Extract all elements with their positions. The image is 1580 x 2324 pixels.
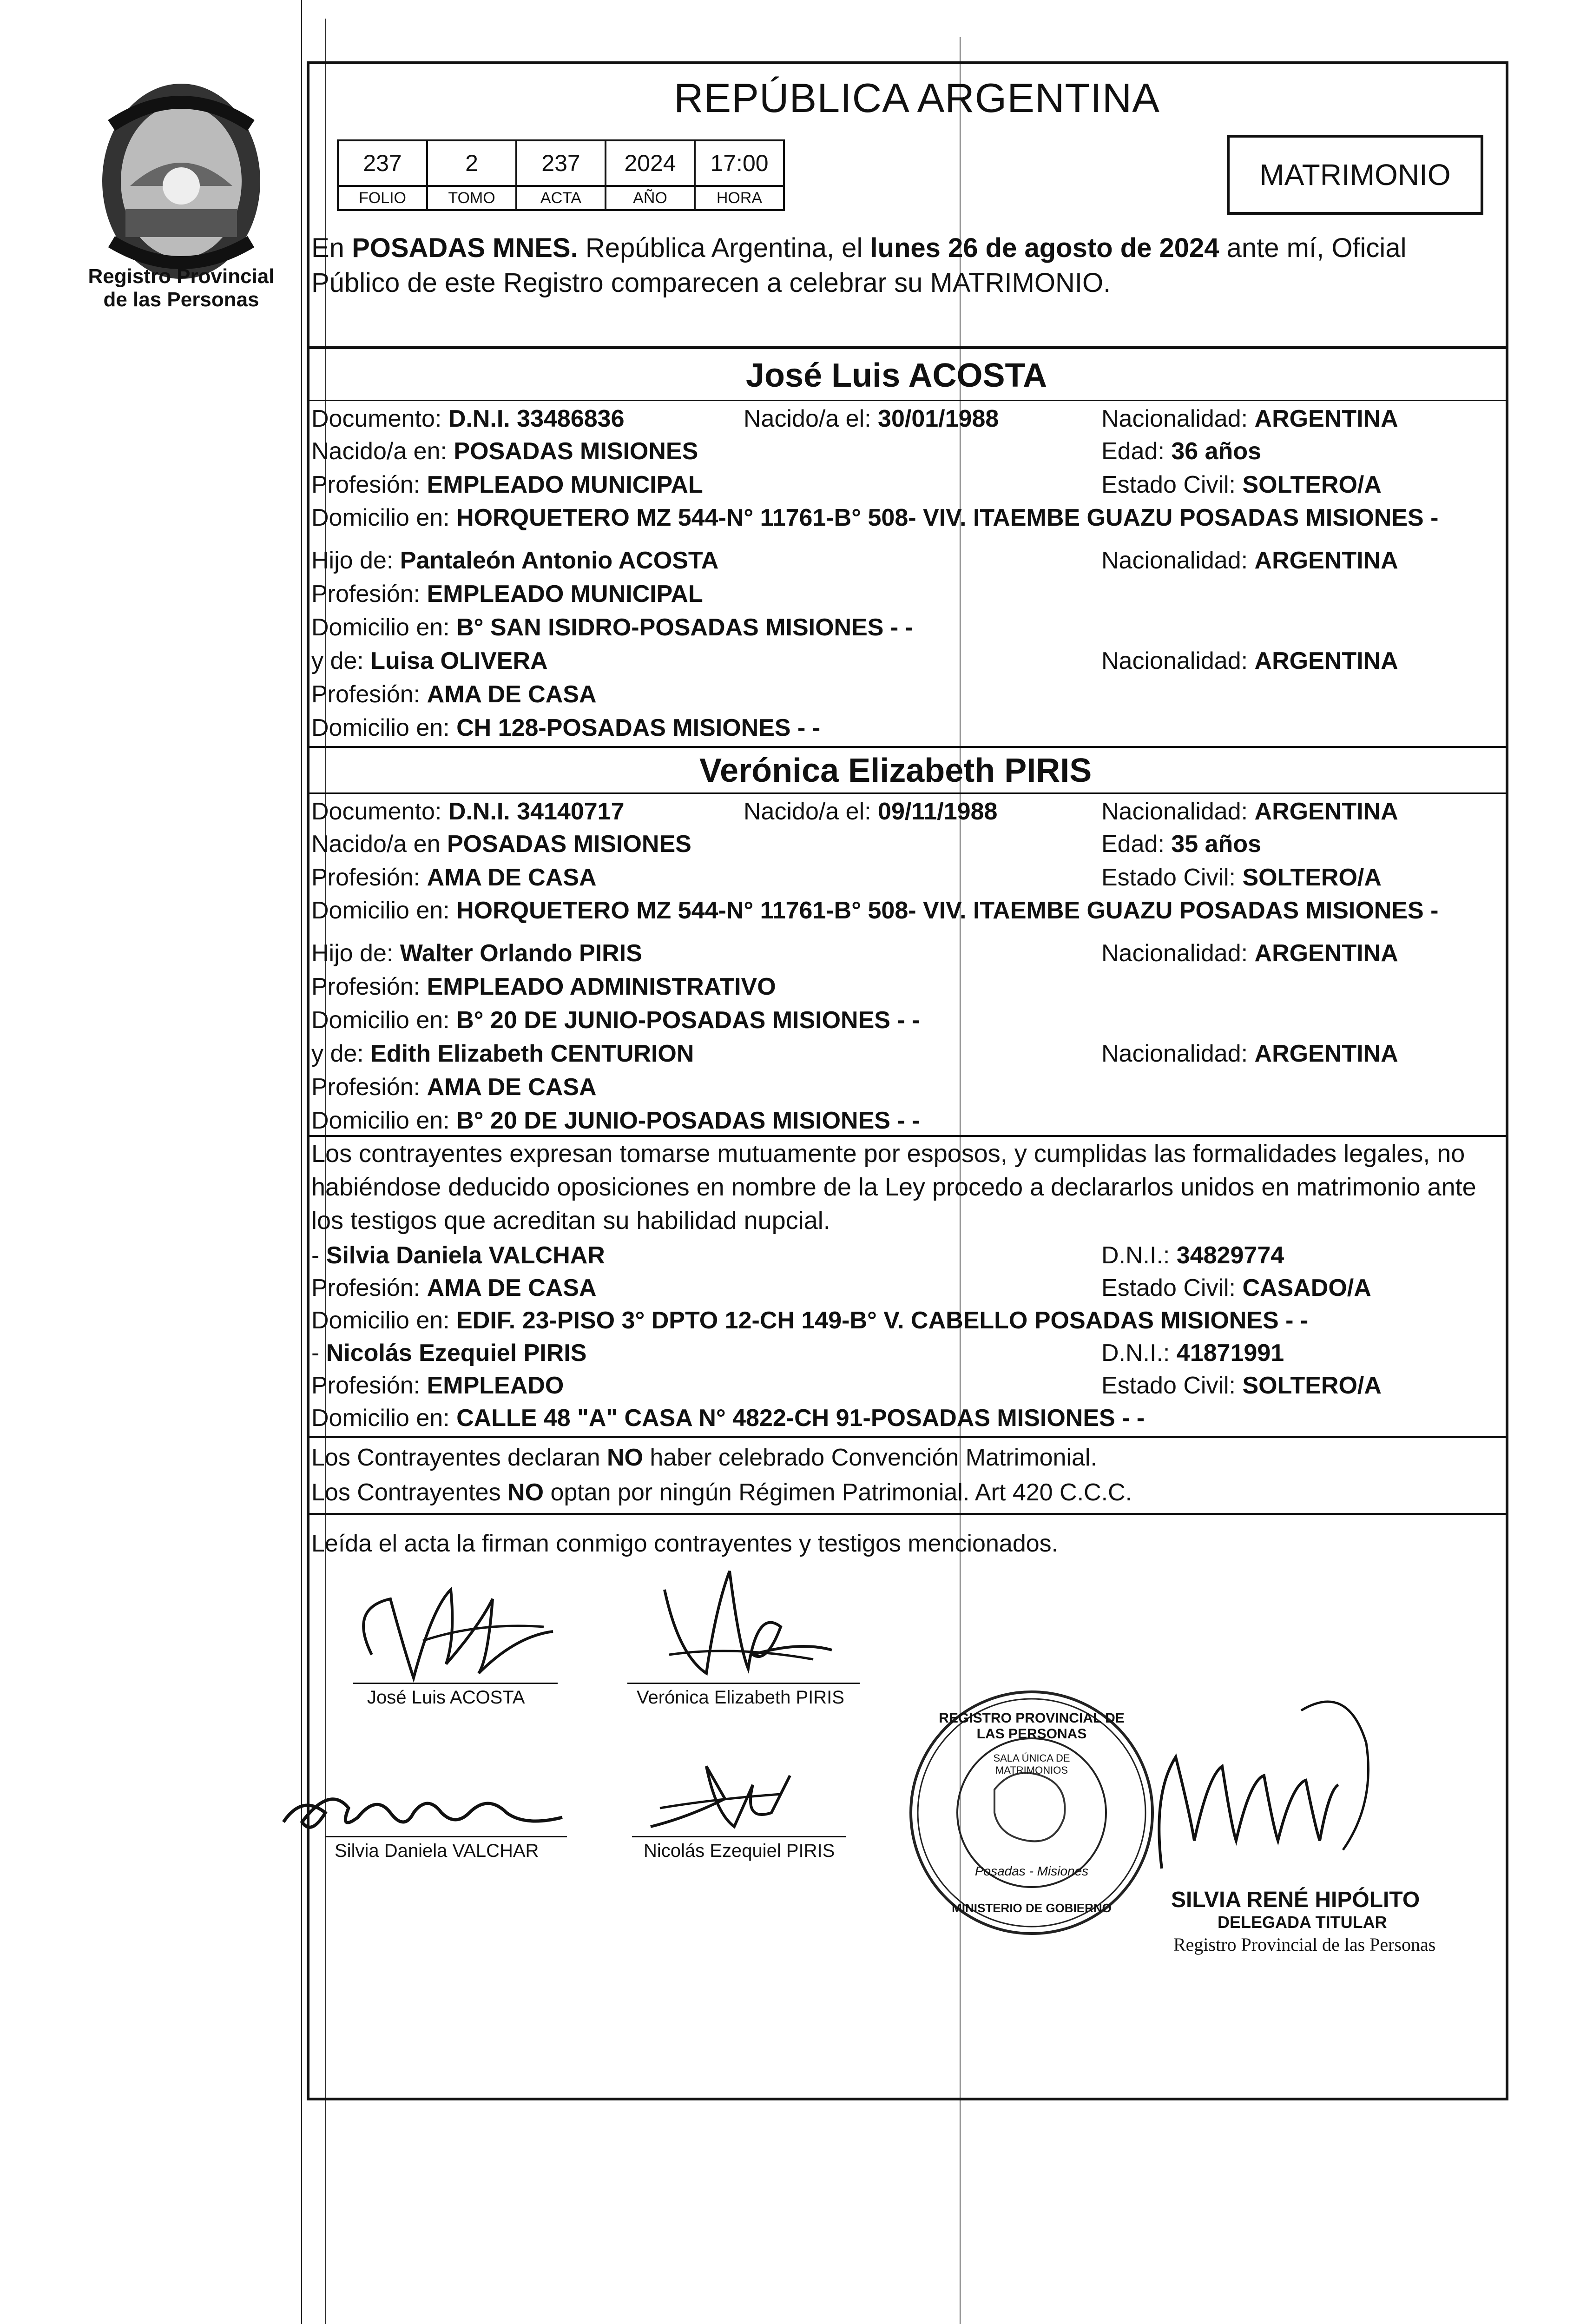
coat-of-arms-icon — [84, 70, 279, 284]
field-value: EMPLEADO MUNICIPAL — [427, 471, 703, 498]
witness2-profession — [311, 1373, 564, 1398]
field-value: Pantaleón Antonio ACOSTA — [400, 547, 719, 574]
field-label: Nacionalidad: — [1101, 1040, 1255, 1067]
margin-line-left — [301, 0, 302, 2324]
spouse2-birthplace — [311, 832, 691, 856]
signature-caption-spouse1: José Luis ACOSTA — [367, 1687, 525, 1708]
spouse2-civil — [1101, 865, 1382, 890]
field-label: Estado Civil: — [1101, 471, 1243, 498]
field-label: Nacido/a el: — [744, 798, 878, 825]
signature-mark — [632, 1757, 809, 1841]
index-value-folio: 237 — [337, 139, 428, 187]
witness2-name — [311, 1341, 586, 1365]
regime-no: NO — [606, 1444, 643, 1471]
field-value: AMA DE CASA — [427, 681, 597, 708]
spouse2-father — [311, 941, 642, 965]
spouse2-father-address — [311, 1008, 920, 1032]
field-label: Nacionalidad: — [1101, 940, 1255, 967]
country-title: REPÚBLICA ARGENTINA — [674, 75, 1160, 121]
field-value: Luisa OLIVERA — [370, 647, 548, 674]
field-label: Nacido/a el: — [744, 405, 878, 432]
declaration-line-2: habiéndose deducido oposiciones en nombre de la Ley procedo a declararlos unidos en matrimonio ante — [311, 1173, 1476, 1201]
field-value: AMA DE CASA — [427, 1274, 597, 1301]
record-type-box — [1227, 135, 1483, 215]
section-divider — [307, 746, 1506, 748]
field-label: Nacionalidad: — [1101, 798, 1255, 825]
index-label-acta: ACTA — [515, 185, 606, 211]
spouse2-mother-profession — [311, 1075, 597, 1099]
intro-city: POSADAS MNES. — [352, 233, 578, 263]
signature-line — [627, 1683, 860, 1684]
regime-line-1 — [311, 1446, 1097, 1470]
spouse2-name: Verónica Elizabeth PIRIS — [699, 752, 1092, 789]
field-value: EMPLEADO ADMINISTRATIVO — [427, 973, 776, 1000]
spouse2-nationality — [1101, 799, 1398, 824]
field-value: CALLE 48 "A" CASA N° 4822-CH 91-POSADAS MISIONES - - — [456, 1405, 1145, 1432]
spouse1-mother-profession — [311, 682, 597, 706]
spouse2-mother — [311, 1042, 694, 1066]
field-value: ARGENTINA — [1254, 405, 1398, 432]
field-value: B° 20 DE JUNIO-POSADAS MISIONES - - — [456, 1007, 920, 1034]
spouse1-mother-nationality — [1101, 649, 1398, 673]
signature-line — [632, 1836, 846, 1837]
intro-text: República Argentina, el — [578, 233, 870, 263]
spouse1-civil — [1101, 473, 1382, 497]
field-label: Hijo de: — [311, 940, 400, 967]
field-value: CASADO/A — [1242, 1274, 1371, 1301]
section-divider — [307, 792, 1506, 794]
field-value: HORQUETERO MZ 544-N° 11761-B° 508- VIV. ITAEMBE GUAZU POSADAS MISIONES - — [456, 897, 1439, 924]
index-value-hora: 17:00 — [694, 139, 785, 187]
field-label: Domicilio en: — [311, 1107, 457, 1134]
spouse1-name: José Luis ACOSTA — [746, 357, 1047, 394]
spouse1-address — [311, 506, 1438, 530]
official-title: DELEGADA TITULAR — [1218, 1913, 1387, 1932]
field-label: Profesión: — [311, 581, 427, 607]
field-value: Edith Elizabeth CENTURION — [370, 1040, 694, 1067]
signature-mark — [613, 1552, 855, 1692]
witness1-profession — [311, 1276, 597, 1300]
field-label: Edad: — [1101, 831, 1172, 858]
field-label: Nacionalidad: — [1101, 405, 1255, 432]
field-label: Profesión: — [311, 973, 427, 1000]
field-label: Edad: — [1101, 438, 1172, 465]
signature-caption-spouse2: Verónica Elizabeth PIRIS — [637, 1687, 844, 1708]
spouse1-father-address — [311, 615, 913, 640]
field-label: Estado Civil: — [1101, 864, 1243, 891]
field-value: ARGENTINA — [1254, 940, 1398, 967]
field-label: Documento: — [311, 798, 448, 825]
regime-text: Los Contrayentes declaran — [311, 1444, 607, 1471]
field-label: Profesión: — [311, 864, 427, 891]
field-value: ARGENTINA — [1254, 1040, 1398, 1067]
field-value: 34829774 — [1176, 1242, 1284, 1269]
field-value: ARGENTINA — [1254, 647, 1398, 674]
seal-outer-text: REGISTRO PROVINCIAL DE LAS PERSONAS — [939, 1710, 1125, 1742]
field-label: Estado Civil: — [1101, 1372, 1243, 1399]
field-value: Walter Orlando PIRIS — [400, 940, 642, 967]
declaration-line-1: Los contrayentes expresan tomarse mutuamente por esposos, y cumplidas las formalidades legales, no — [311, 1140, 1465, 1168]
field-value: EMPLEADO — [427, 1372, 564, 1399]
field-label: - — [311, 1340, 326, 1367]
witness1-address — [311, 1308, 1308, 1333]
signature-line — [325, 1836, 567, 1837]
witness2-dni — [1101, 1341, 1284, 1365]
spouse1-age — [1101, 439, 1261, 463]
spouse2-mother-address — [311, 1109, 920, 1133]
section-divider — [307, 346, 1506, 349]
logo-caption-1: Registro Provincial — [88, 265, 275, 288]
official-seal — [902, 1683, 1162, 1943]
witness1-civil — [1101, 1276, 1371, 1300]
field-label: - — [311, 1242, 326, 1269]
closing-statement: Leída el acta la firman conmigo contrayentes y testigos mencionados. — [311, 1530, 1059, 1557]
spouse1-born — [744, 407, 999, 431]
witness2-address — [311, 1406, 1145, 1430]
field-value: HORQUETERO MZ 544-N° 11761-B° 508- VIV. ITAEMBE GUAZU POSADAS MISIONES - — [456, 504, 1439, 531]
spouse1-father-profession — [311, 582, 703, 606]
field-label: Nacionalidad: — [1101, 647, 1255, 674]
field-value: 09/11/1988 — [878, 798, 998, 825]
field-label: Domicilio en: — [311, 714, 457, 741]
field-value: Silvia Daniela VALCHAR — [326, 1242, 605, 1269]
field-value: POSADAS MISIONES — [447, 831, 691, 858]
field-value: ARGENTINA — [1254, 798, 1398, 825]
section-divider — [307, 1513, 1506, 1515]
index-value-tomo: 2 — [426, 139, 517, 187]
regime-line-2 — [311, 1480, 1132, 1505]
field-value: B° SAN ISIDRO-POSADAS MISIONES - - — [456, 614, 913, 641]
signature-caption-witness2: Nicolás Ezequiel PIRIS — [644, 1841, 835, 1861]
field-value: AMA DE CASA — [427, 1074, 597, 1101]
official-office: Registro Provincial de las Personas — [1173, 1934, 1436, 1955]
field-value: 36 años — [1171, 438, 1261, 465]
logo-caption-2: de las Personas — [103, 288, 259, 311]
field-value: 35 años — [1171, 831, 1261, 858]
spouse1-mother-address — [311, 716, 820, 740]
field-label: Documento: — [311, 405, 448, 432]
field-label: Domicilio en: — [311, 1007, 457, 1034]
spouse2-address — [311, 898, 1438, 923]
field-label: Domicilio en: — [311, 614, 457, 641]
field-value: SOLTERO/A — [1242, 1372, 1382, 1399]
field-value: 30/01/1988 — [878, 405, 999, 432]
field-value: SOLTERO/A — [1242, 864, 1382, 891]
intro-line-1 — [311, 235, 1406, 262]
spouse2-doc — [311, 799, 625, 824]
field-label: Profesión: — [311, 1074, 427, 1101]
index-value-acta: 237 — [515, 139, 606, 187]
signature-mark — [1125, 1673, 1385, 1896]
intro-text: ante mí, Oficial — [1219, 233, 1407, 263]
spouse2-age — [1101, 832, 1261, 856]
field-value: ARGENTINA — [1254, 547, 1398, 574]
field-label: y de: — [311, 647, 371, 674]
regime-text: Los Contrayentes — [311, 1479, 508, 1506]
declaration-line-3: los testigos que acreditan su habilidad nupcial. — [311, 1207, 830, 1235]
field-value: AMA DE CASA — [427, 864, 597, 891]
field-label: Domicilio en: — [311, 1405, 457, 1432]
spouse1-profession — [311, 473, 703, 497]
signature-mark — [274, 1766, 581, 1841]
seal-ministry-text: MINISTERIO DE GOBIERNO — [952, 1901, 1112, 1915]
signature-line — [353, 1683, 558, 1684]
field-value: 41871991 — [1176, 1340, 1284, 1367]
field-value: SOLTERO/A — [1242, 471, 1382, 498]
official-name: SILVIA RENÉ HIPÓLITO — [1171, 1888, 1420, 1912]
regime-text: optan por ningún Régimen Patrimonial. Art 420 C.C.C. — [544, 1479, 1132, 1506]
intro-text: En — [311, 233, 352, 263]
field-value: Nicolás Ezequiel PIRIS — [326, 1340, 587, 1367]
field-value: EDIF. 23-PISO 3° DPTO 12-CH 149-B° V. CABELLO POSADAS MISIONES - - — [456, 1307, 1309, 1334]
field-label: Estado Civil: — [1101, 1274, 1243, 1301]
field-label: D.N.I.: — [1101, 1340, 1177, 1367]
field-value: D.N.I. 34140717 — [448, 798, 625, 825]
index-label-ano: AÑO — [605, 185, 696, 211]
section-divider — [307, 1436, 1506, 1438]
field-value: POSADAS MISIONES — [454, 438, 698, 465]
field-label: Nacido/a en — [311, 831, 447, 858]
spouse1-father — [311, 548, 718, 573]
field-label: Domicilio en: — [311, 897, 457, 924]
intro-line-2: Público de este Registro comparecen a celebrar su MATRIMONIO. — [311, 268, 1111, 298]
field-label: Domicilio en: — [311, 504, 457, 531]
spouse1-nationality — [1101, 407, 1398, 431]
field-label: Domicilio en: — [311, 1307, 457, 1334]
signature-mark — [339, 1571, 581, 1692]
field-label: Profesión: — [311, 471, 427, 498]
seal-bottom-text: Posadas - Misiones — [974, 1864, 1089, 1878]
field-label: Nacionalidad: — [1101, 547, 1255, 574]
spouse1-doc — [311, 407, 625, 431]
witness2-civil — [1101, 1373, 1382, 1398]
spouse2-father-nationality — [1101, 941, 1398, 965]
field-label: Profesión: — [311, 681, 427, 708]
provincial-logo — [84, 70, 279, 311]
index-label-hora: HORA — [694, 185, 785, 211]
witness1-name — [311, 1243, 605, 1268]
field-label: y de: — [311, 1040, 371, 1067]
field-label: Hijo de: — [311, 547, 400, 574]
seal-inner-text: SALA ÚNICA DE MATRIMONIOS — [993, 1752, 1070, 1776]
field-label: Profesión: — [311, 1274, 427, 1301]
record-type-label: MATRIMONIO — [1259, 158, 1451, 191]
field-label: D.N.I.: — [1101, 1242, 1177, 1269]
field-label: Nacido/a en: — [311, 438, 454, 465]
spouse2-born — [744, 799, 997, 824]
signature-caption-witness1: Silvia Daniela VALCHAR — [335, 1841, 539, 1861]
regime-text: haber celebrado Convención Matrimonial. — [643, 1444, 1097, 1471]
section-divider — [307, 400, 1506, 401]
field-value: EMPLEADO MUNICIPAL — [427, 581, 703, 607]
intro-date: lunes 26 de agosto de 2024 — [870, 233, 1219, 263]
witness1-dni — [1101, 1243, 1284, 1268]
section-divider — [307, 1135, 1506, 1137]
field-value: D.N.I. 33486836 — [448, 405, 625, 432]
index-label-folio: FOLIO — [337, 185, 428, 211]
index-value-ano: 2024 — [605, 139, 696, 187]
field-value: CH 128-POSADAS MISIONES - - — [456, 714, 821, 741]
field-value: B° 20 DE JUNIO-POSADAS MISIONES - - — [456, 1107, 920, 1134]
spouse2-mother-nationality — [1101, 1042, 1398, 1066]
regime-no: NO — [507, 1479, 544, 1506]
spouse1-mother — [311, 649, 548, 673]
spouse1-birthplace — [311, 439, 698, 463]
spouse2-father-profession — [311, 975, 776, 999]
field-label: Profesión: — [311, 1372, 427, 1399]
spouse1-father-nationality — [1101, 548, 1398, 573]
spouse2-profession — [311, 865, 597, 890]
index-label-tomo: TOMO — [426, 185, 517, 211]
